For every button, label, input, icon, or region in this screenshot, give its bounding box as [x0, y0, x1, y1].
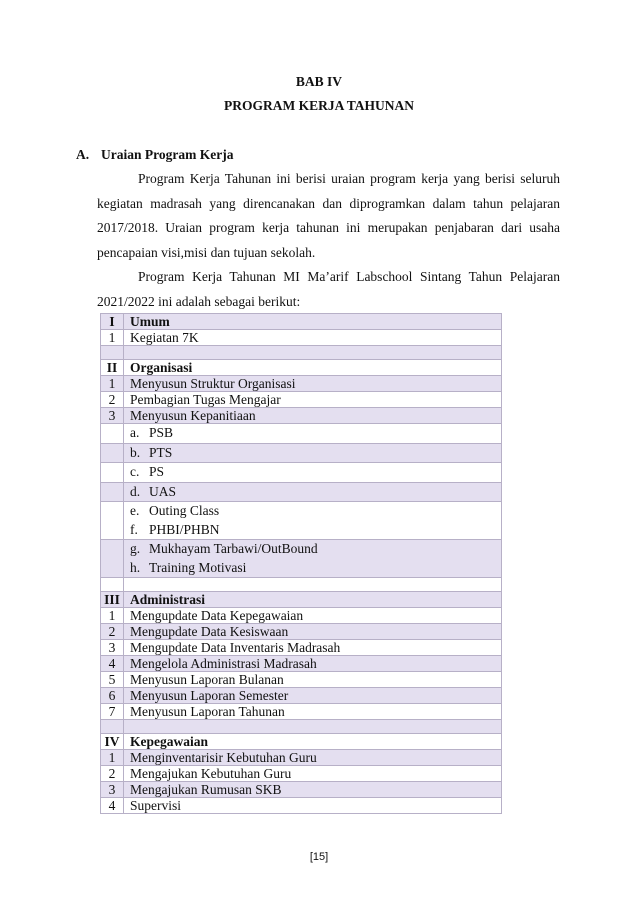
table-row [101, 360, 502, 376]
table-row [101, 766, 502, 782]
row-text-cell [124, 502, 502, 540]
sub-item [130, 483, 495, 502]
row-text-cell: Menyusun Laporan Semester [124, 688, 502, 704]
table-row [101, 720, 502, 734]
row-number-cell [101, 424, 124, 444]
row-number-cell: I [101, 314, 124, 330]
row-number-cell: II [101, 360, 124, 376]
row-text-cell: Organisasi [124, 360, 502, 376]
row-text-cell: Mengajukan Rumusan SKB [124, 782, 502, 798]
row-number-cell [101, 463, 124, 483]
program-table [100, 313, 502, 814]
sub-item [130, 463, 495, 482]
table-row [101, 640, 502, 656]
row-number-cell: 2 [101, 392, 124, 408]
table-row [101, 704, 502, 720]
row-number-cell [101, 540, 124, 578]
table-row [101, 750, 502, 766]
row-text-cell: Menyusun Laporan Tahunan [124, 704, 502, 720]
row-number-cell: 6 [101, 688, 124, 704]
page-number: [15] [309, 851, 329, 863]
chapter-heading: BAB IV [295, 74, 343, 89]
paragraph-intro: Program Kerja Tahunan ini berisi uraian program kerja yang berisi seluruh kegiatan madrasah yang direncanakan dan diprogramkan dalam tahun pelajaran 2017/2018. Uraian program kerja tahunan ini merupakan penjabaran dari usaha pencapaian visi,misi dan tujuan sekolah. [97, 171, 560, 260]
table-row [101, 688, 502, 704]
table-row [101, 424, 502, 444]
row-text-cell: Pembagian Tugas Mengajar [124, 392, 502, 408]
sub-item [130, 559, 495, 578]
row-text-cell: Menyusun Laporan Bulanan [124, 672, 502, 688]
sub-item-letter: d. [130, 483, 141, 499]
sub-item-text: UAS [149, 483, 177, 499]
section-letter: A. [76, 147, 90, 162]
row-text-cell: Kegiatan 7K [124, 330, 502, 346]
section-title: Uraian Program Kerja [101, 147, 234, 162]
row-number-cell: IV [101, 734, 124, 750]
row-number-cell: 4 [101, 656, 124, 672]
table-row [101, 443, 502, 463]
row-text-cell: Menyusun Kepanitiaan [124, 408, 502, 424]
row-text-cell [124, 463, 502, 483]
row-number-cell: 7 [101, 704, 124, 720]
section-heading [76, 147, 233, 163]
table-row [101, 463, 502, 483]
table-row [101, 672, 502, 688]
sub-item-text: PTS [149, 444, 173, 460]
row-text-cell: Menyusun Struktur Organisasi [124, 376, 502, 392]
row-text-cell [124, 424, 502, 444]
row-number-cell: 2 [101, 624, 124, 640]
table-row [101, 592, 502, 608]
table-row [101, 608, 502, 624]
sub-item [130, 521, 495, 540]
row-text-cell [124, 482, 502, 502]
sub-item-text: PS [149, 464, 165, 479]
row-text-cell: Umum [124, 314, 502, 330]
row-text-cell: Menginventarisir Kebutuhan Guru [124, 750, 502, 766]
row-number-cell: 1 [101, 330, 124, 346]
sub-item [130, 502, 495, 521]
row-number-cell: 3 [101, 782, 124, 798]
table-row [101, 734, 502, 750]
row-text-cell: Supervisi [124, 798, 502, 814]
table-row [101, 376, 502, 392]
sub-item-text: Training Motivasi [149, 559, 247, 575]
sub-item-letter: e. [130, 503, 140, 518]
sub-item-letter: h. [130, 559, 141, 575]
row-number-cell: 1 [101, 608, 124, 624]
sub-item [130, 424, 495, 443]
row-number-cell [101, 443, 124, 463]
row-text-cell [124, 346, 502, 360]
row-text-cell: Administrasi [124, 592, 502, 608]
table-row [101, 624, 502, 640]
row-text-cell: Mengajukan Kebutuhan Guru [124, 766, 502, 782]
sub-item-letter: a. [130, 425, 140, 440]
row-text-cell: Mengelola Administrasi Madrasah [124, 656, 502, 672]
row-text-cell [124, 443, 502, 463]
sub-item-text: Mukhayam Tarbawi/OutBound [149, 541, 318, 556]
row-text-cell [124, 578, 502, 592]
table-row [101, 798, 502, 814]
sub-item-letter: f. [130, 521, 138, 537]
table-row [101, 408, 502, 424]
chapter-title: PROGRAM KERJA TAHUNAN [223, 98, 414, 113]
table-row [101, 392, 502, 408]
sub-item-text: PHBI/PHBN [149, 521, 220, 537]
row-text-cell [124, 720, 502, 734]
sub-item-letter: g. [130, 541, 141, 556]
row-text-cell: Mengupdate Data Kesiswaan [124, 624, 502, 640]
row-text-cell [124, 540, 502, 578]
row-text-cell: Mengupdate Data Kepegawaian [124, 608, 502, 624]
table-row [101, 656, 502, 672]
table-row [101, 578, 502, 592]
row-number-cell: 3 [101, 408, 124, 424]
table-row [101, 482, 502, 502]
row-number-cell [101, 482, 124, 502]
sub-item-letter: c. [130, 464, 140, 479]
table-row [101, 314, 502, 330]
sub-item [130, 444, 495, 463]
table-row [101, 346, 502, 360]
row-number-cell [101, 720, 124, 734]
row-number-cell [101, 346, 124, 360]
program-table-body [101, 314, 502, 814]
row-number-cell [101, 502, 124, 540]
row-number-cell: 4 [101, 798, 124, 814]
table-row [101, 782, 502, 798]
row-number-cell: 5 [101, 672, 124, 688]
sub-item [130, 540, 495, 559]
sub-item-text: PSB [149, 425, 174, 440]
sub-item-text: Outing Class [149, 503, 220, 518]
paragraph-program: Program Kerja Tahunan MI Ma’arif Labschool Sintang Tahun Pelajaran 2021/2022 ini adalah sebagai berikut: [97, 269, 560, 309]
table-row [101, 330, 502, 346]
table-row [101, 502, 502, 540]
row-number-cell [101, 578, 124, 592]
row-number-cell: III [101, 592, 124, 608]
row-number-cell: 1 [101, 376, 124, 392]
row-text-cell: Mengupdate Data Inventaris Madrasah [124, 640, 502, 656]
row-number-cell: 1 [101, 750, 124, 766]
row-number-cell: 3 [101, 640, 124, 656]
row-number-cell: 2 [101, 766, 124, 782]
row-text-cell: Kepegawaian [124, 734, 502, 750]
table-row [101, 540, 502, 578]
sub-item-letter: b. [130, 444, 141, 460]
